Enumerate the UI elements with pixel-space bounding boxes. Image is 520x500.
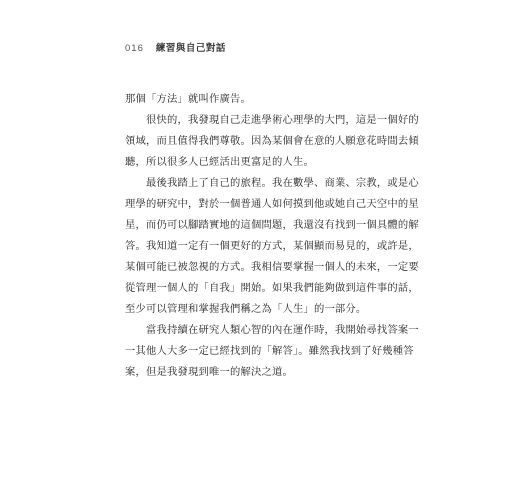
text-line: 案，但是我發現到唯一的解決之道。 — [125, 366, 293, 378]
text-line: 至少可以管理和掌握我們稱之為「人生」的一部分。 — [125, 303, 367, 315]
text-line: 一其他人大多一定已經找到的「解答」。雖然我找到了好幾種答 — [125, 345, 414, 357]
text-line: 聽，所以很多人已經活出更富足的人生。 — [125, 156, 314, 168]
text-line: 答。我知道一定有一個更好的方式，某個顯而易見的，或許是， — [125, 240, 419, 252]
text-line: 理學的研究中，對於一個普通人如何摸到他或她自己天空中的星 — [125, 198, 419, 210]
text-line: 星，而仍可以腳踏實地的這個問題，我還沒有找到一個具體的解 — [125, 219, 419, 231]
text-line: 當我持續在研究人類心智的內在運作時，我開始尋找答案一 — [146, 324, 419, 336]
text-line: 最後我踏上了自己的旅程。我在數學、商業、宗教，或是心 — [146, 177, 419, 189]
page-header — [125, 40, 226, 54]
body-text — [125, 89, 419, 383]
text-line: 很快的，我發現自己走進學術心理學的大門，這是一個好的 — [146, 114, 419, 126]
text-line: 那個「方法」就叫作廣告。 — [125, 93, 251, 105]
text-line: 從管理一個人的「自我」開始。如果我們能夠做到這件事的話， — [125, 282, 419, 294]
running-title: 練習與自己對話 — [155, 43, 226, 54]
text-line: 領域，而且值得我們尊敬。因為某個會在意的人願意花時間去傾 — [125, 135, 419, 147]
page-number: 016 — [125, 43, 144, 54]
text-line: 某個可能已被忽視的方式。我相信要掌握一個人的未來，一定要 — [125, 261, 419, 273]
